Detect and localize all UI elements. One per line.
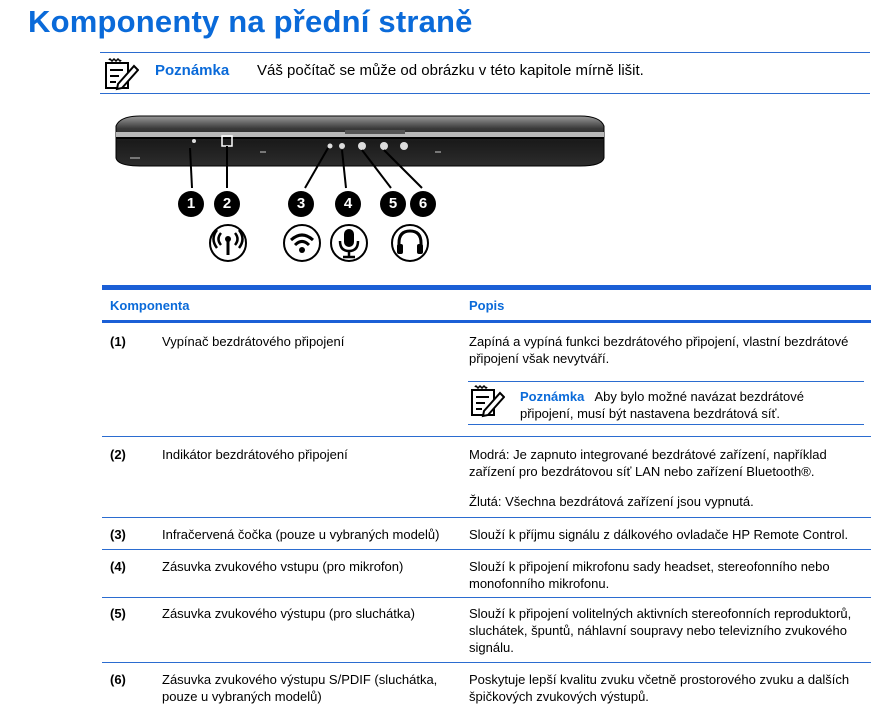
callout-5: 5 (380, 191, 406, 217)
row-divider (102, 662, 871, 663)
row-5-component: Zásuvka zvukového výstupu (pro sluchátka) (162, 606, 415, 621)
row-1-num: (1) (110, 334, 126, 349)
note-pencil-icon (103, 57, 139, 96)
callout-3: 3 (288, 191, 314, 217)
callout-4: 4 (335, 191, 361, 217)
row-2-component: Indikátor bezdrátového připojení (162, 447, 348, 462)
note-divider-top (100, 52, 870, 53)
note-divider-bottom (100, 93, 870, 94)
row-2-description-2: Žlutá: Všechna bezdrátová zařízení jsou vypnutá. (469, 494, 754, 509)
infrared-icon (282, 223, 322, 268)
row-2-description: Modrá: Je zapnuto integrované bezdrátové zařízení, například zařízení pro bezdrátovou síť LAN nebo zařízení Bluetooth®. (469, 447, 827, 479)
row-1-description: Zapíná a vypíná funkci bezdrátového připojení, vlastní bezdrátové připojení však nevytváří. (469, 334, 849, 366)
inner-note-divider-bottom (468, 424, 864, 425)
note-label: Poznámka (155, 62, 230, 79)
row-6-description: Poskytuje lepší kvalitu zvuku včetně prostorového zvuku a dalších špičkových zvukových výstupů. (469, 672, 850, 704)
callout-6: 6 (410, 191, 436, 217)
row-6-component: Zásuvka zvukového výstupu S/PDIF (sluchátka, pouze u vybraných modelů) (162, 672, 438, 704)
inner-note-text: Aby bylo možné navázat bezdrátové připojení, musí být nastavena bezdrátová síť. (520, 389, 805, 421)
table-header-rule (102, 320, 871, 323)
laptop-front-figure (110, 108, 610, 273)
inner-note-label: Poznámka (520, 389, 585, 404)
note-pencil-icon (469, 384, 505, 423)
inner-note (520, 388, 860, 422)
header-component: Komponenta (110, 298, 190, 313)
row-3-component: Infračervená čočka (pouze u vybraných modelů) (162, 527, 440, 542)
callout-1: 1 (178, 191, 204, 217)
table-top-rule (102, 285, 871, 290)
row-4-component: Zásuvka zvukového vstupu (pro mikrofon) (162, 559, 404, 574)
row-6-num: (6) (110, 672, 126, 687)
row-5-description: Slouží k připojení volitelných aktivních stereofonních reproduktorů, sluchátek, špuntů, náhlavní soupravy nebo televizního zvukového signálu. (469, 606, 852, 655)
row-divider (102, 436, 871, 437)
header-description: Popis (469, 298, 505, 313)
row-divider (102, 549, 871, 550)
row-5-num: (5) (110, 606, 126, 621)
row-3-num: (3) (110, 527, 126, 542)
wireless-antenna-icon (208, 223, 248, 268)
row-1-component: Vypínač bezdrátového připojení (162, 334, 345, 349)
row-4-num: (4) (110, 559, 126, 574)
row-3-description: Slouží k příjmu signálu z dálkového ovladače HP Remote Control. (469, 527, 849, 542)
page-title: Komponenty na přední straně (28, 4, 473, 39)
row-2-num: (2) (110, 447, 126, 462)
row-4-description: Slouží k připojení mikrofonu sady headset, stereofonního nebo monofonního mikrofonu. (469, 559, 830, 591)
headphones-icon (390, 223, 430, 268)
microphone-icon (329, 223, 369, 268)
callout-2: 2 (214, 191, 240, 217)
note-text: Váš počítač se může od obrázku v této kapitole mírně lišit. (257, 62, 644, 79)
row-divider (102, 517, 871, 518)
inner-note-divider-top (468, 381, 864, 382)
row-divider (102, 597, 871, 598)
